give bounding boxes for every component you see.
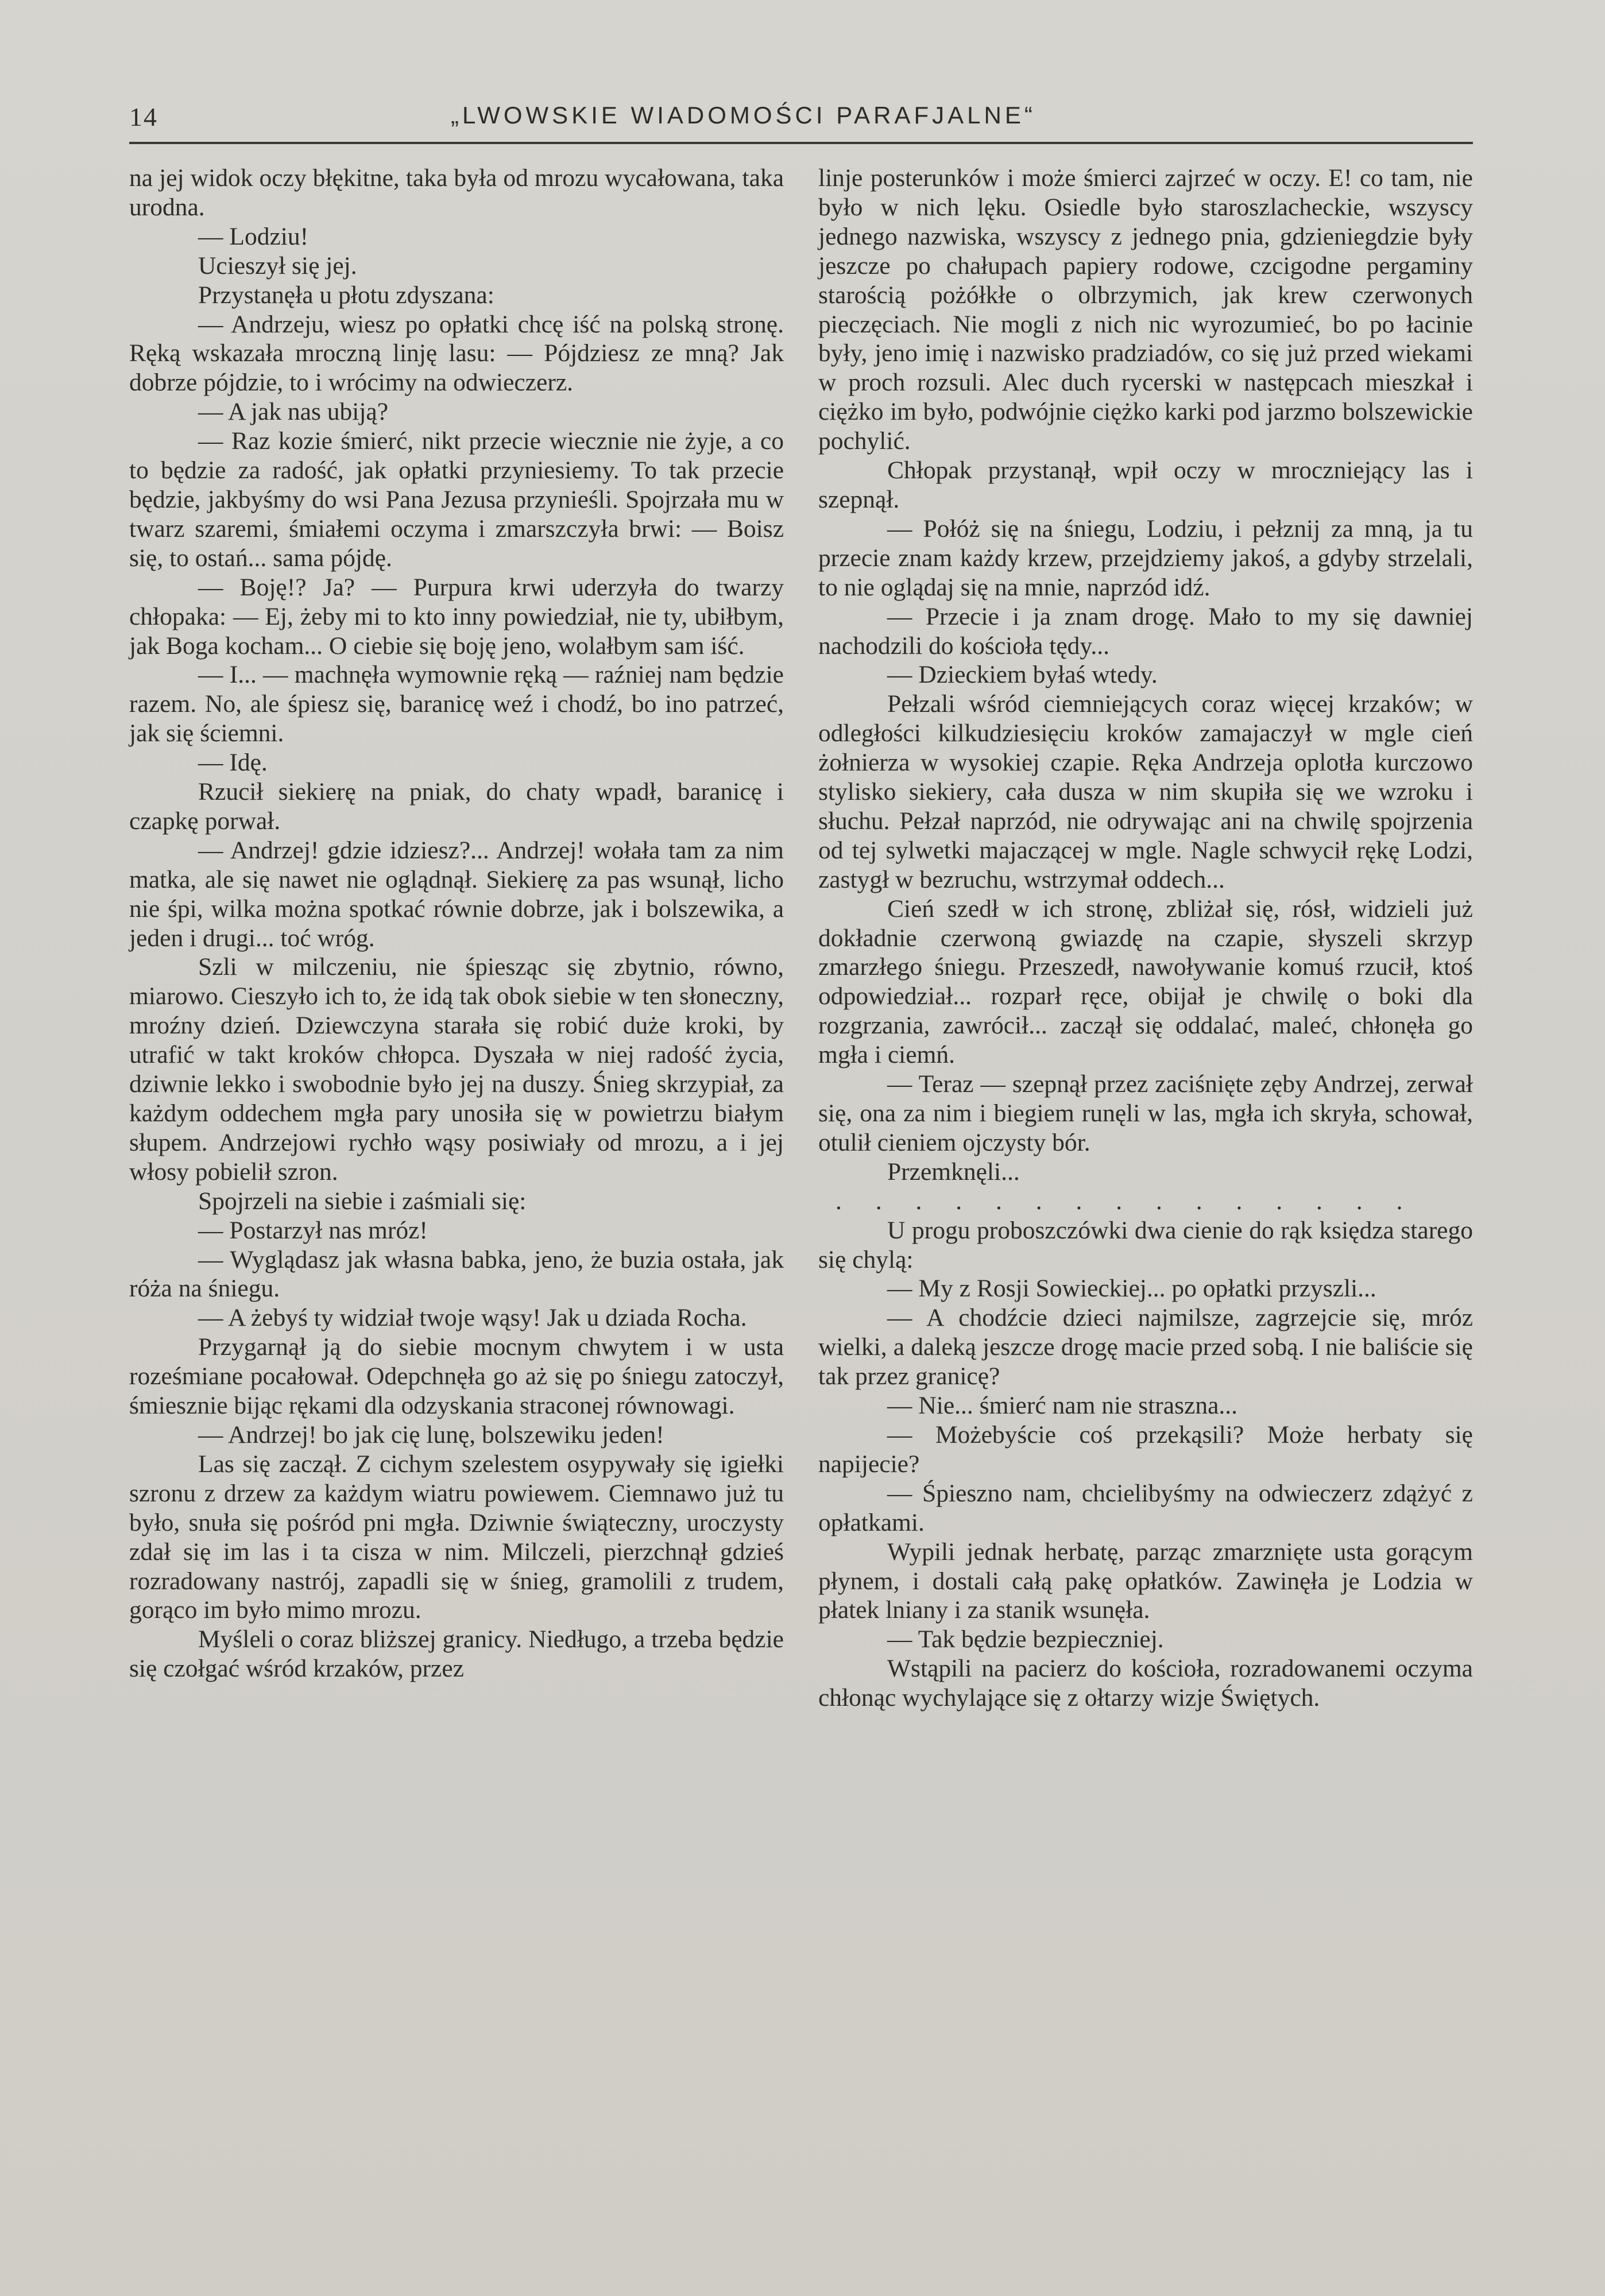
paragraph: — Teraz — szepnął przez zaciśnięte zęby Andrzej, zerwał się, ona za nim i biegiem runęli w las, mgła ich skryła, schował, otulił cieniem ojczysty bór. — [818, 1070, 1473, 1156]
paragraph: — Raz kozie śmierć, nikt przecie wiecznie nie żyje, a co to będzie za radość, jak opłatki przyniesiemy. To tak przecie będzie, jakbyśmy do wsi Pana Jezusa przynieśli. Spojrzała mu w twarz szaremi, śmiałemi oczyma i zmarszczyła brwi: — Boisz się, to ostań... sama pójdę. — [129, 427, 784, 572]
paragraph: — A żebyś ty widział twoje wąsy! Jak u dziada Rocha. — [198, 1304, 747, 1332]
paragraph: Przystanęła u płotu zdyszana: — [198, 281, 494, 309]
paragraph: U progu proboszczówki dwa cienie do rąk księdza starego się chylą: — [818, 1216, 1473, 1273]
paragraph: na jej widok oczy błękitne, taka była od mrozu wycałowana, taka urodna. — [129, 164, 784, 221]
left-column — [129, 164, 784, 1683]
paragraph: Ucieszył się jej. — [198, 251, 357, 280]
page-header — [129, 100, 1473, 144]
paragraph: — Postarzył nas mróz! — [198, 1216, 428, 1244]
paragraph: — Połóż się na śniegu, Lodziu, i pełznij za mną, ja tu przecie znam każdy krzew, przejdziemy jakoś, a gdyby strzelali, to nie oglądaj się na mnie, naprzód idź. — [818, 514, 1473, 601]
paragraph: — Możebyście coś przekąsili? Może herbaty się napijecie? — [818, 1420, 1473, 1478]
paragraph: — Wyglądasz jak własna babka, jeno, że buzia ostała, jak róża na śniegu. — [129, 1245, 784, 1303]
paragraph: — A chodźcie dzieci najmilsze, zagrzejcie się, mróz wielki, a daleką jeszcze drogę macie przed sobą. I nie baliście się tak przez granicę? — [818, 1304, 1473, 1391]
paragraph: Pełzali wśród ciemniejących coraz więcej krzaków; w odległości kilkudziesięciu kroków zamajaczył w mgle cień żołnierza w wysokiej czapie. Ręka Andrzeja oplotła kurczowo stylisko siekiery, cała dusza w nim skupiła się we wzroku i słuchu. Pełzał naprzód, nie odrywając ani na chwilę spojrzenia od tej sylwetki majaczącej w mgle. Nagle schwycił rękę Lodzi, zastygł w bezruchu, wstrzymał oddech... — [818, 690, 1473, 893]
paragraph: — Idę. — [198, 749, 268, 777]
paragraph: — Przecie i ja znam drogę. Mało to my się dawniej nachodzili do kościoła tędy... — [818, 602, 1473, 660]
paragraph: — Boję!? Ja? — Purpura krwi uderzyła do twarzy chłopaka: — Ej, żeby mi to kto inny powiedział, nie ty, ubiłbym, jak Boga kocham... O ciebie się boję jeno, wolałbym sam iść. — [129, 573, 784, 660]
paragraph: Las się zaczął. Z cichym szelestem osypywały się igiełki szronu z drzew za każdym wiatru powiewem. Ciemnawo już tu było, snuła się pośród pni mgła. Dziwnie świąteczny, uroczysty zdał się im las i ta cisza w nim. Milczeli, pierzchnął gdzieś rozradowany nastrój, zapadli się w śnieg, gramolili z trudem, gorąco im było mimo mrozu. — [129, 1450, 784, 1624]
paragraph: Wstąpili na pacierz do kościoła, rozradowanemi oczyma chłonąc wychylające się z ołtarzy wizje Świętych. — [818, 1655, 1473, 1712]
paragraph: Przemknęli... — [887, 1157, 1020, 1186]
section-separator: . . . . . . . . . . . . . . . — [836, 1187, 1417, 1215]
paragraph: Chłopak przystanął, wpił oczy w mroczniejący las i szepnął. — [818, 456, 1473, 513]
paragraph: Przygarnął ją do siebie mocnym chwytem i w usta roześmiane pocałował. Odepchnęła go aż się po śniegu zatoczył, śmiesznie bijąc rękami dla odzyskania straconej równowagi. — [129, 1333, 784, 1420]
right-column — [818, 164, 1473, 1713]
paragraph: — Andrzej! bo jak cię lunę, bolszewiku jeden! — [198, 1420, 664, 1449]
paragraph: — Lodziu! — [198, 222, 309, 250]
page-number: 14 — [129, 102, 158, 131]
paragraph: — I... — machnęła wymownie ręką — raźniej nam będzie razem. No, ale śpiesz się, baranicę weź i chodź, bo ino patrzeć, jak się ściemni. — [129, 661, 784, 748]
journal-title: „LWOWSKIE WIADOMOŚCI PARAFJALNE“ — [451, 102, 1036, 129]
paragraph: — Nie... śmierć nam nie straszna... — [887, 1392, 1238, 1420]
paragraph: — Dzieckiem byłaś wtedy. — [887, 661, 1158, 689]
paragraph: Rzucił siekierę na pniak, do chaty wpadł, baranicę i czapkę porwał. — [129, 778, 784, 835]
paragraph: — Śpieszno nam, chcielibyśmy na odwieczerz zdążyć z opłatkami. — [818, 1479, 1473, 1536]
paragraph: Cień szedł w ich stronę, zbliżał się, rósł, widzieli już dokładnie czerwoną gwiazdę na czapie, słyszeli skrzyp zmarzłego śniegu. Przeszedł, nawoływanie komuś rzucił, ktoś odpowiedział... rozparł ręce, obijał je chwilę o boki dla rozgrzania, zawrócił... zaczął się oddalać, maleć, chłonęła go mgła i ciemń. — [818, 895, 1473, 1069]
paragraph: — A jak nas ubiją? — [198, 398, 389, 426]
paragraph: Wypili jednak herbatę, parząc zmarznięte usta gorącym płynem, i dostali całą pakę opłatków. Zawinęła je Lodzia w płatek lniany i za stanik wsunęła. — [818, 1538, 1473, 1624]
paragraph: linje posterunków i może śmierci zajrzeć w oczy. E! co tam, nie było w nich lęku. Osiedle było staroszlacheckie, wszyscy jednego nazwiska, wszyscy z jednego pnia, gdzieniegdzie były jeszcze po chałupach papiery rodowe, czcigodne pergaminy starością pożółkłe o olbrzymich, jak krew czerwonych pieczęciach. Nie mogli z nich nic wyrozumieć, bo po łacinie były, jeno imię i nazwisko pradziadów, co się już przed wiekami w proch rozsuli. Alec duch rycerski w następcach mieszkał i ciężko im było, podwójnie ciężko karki pod jarzmo bolszewickie pochylić. — [818, 164, 1473, 455]
paragraph: — Tak będzie bezpieczniej. — [887, 1625, 1164, 1654]
paragraph: — My z Rosji Sowieckiej... po opłatki przyszli... — [887, 1275, 1376, 1303]
paragraph: — Andrzej! gdzie idziesz?... Andrzej! wołała tam za nim matka, ale się nawet nie oglądnął. Siekierę za pas wsunął, licho nie śpi, wilka można spotkać równie dobrze, jak i bolszewika, a jeden i drugi... toć wróg. — [129, 836, 784, 952]
paragraph: Myśleli o coraz bliższej granicy. Niedługo, a trzeba będzie się czołgać wśród krzaków, przez — [129, 1625, 784, 1683]
paragraph: Spojrzeli na siebie i zaśmiali się: — [198, 1187, 527, 1215]
paragraph: — Andrzeju, wiesz po opłatki chcę iść na polską stronę. Ręką wskazała mroczną linję lasu: — Pójdziesz ze mną? Jak dobrze pójdzie, to i wrócimy na odwieczerz. — [129, 310, 784, 397]
paragraph: Szli w milczeniu, nie śpiesząc się zbytnio, równo, miarowo. Cieszyło ich to, że idą tak obok siebie w ten słoneczny, mroźny dzień. Dziewczyna starała się robić duże kroki, by utrafić w takt kroków chłopca. Dyszała w niej radość życia, dziwnie lekko i swobodnie było jej na duszy. Śnieg skrzypiał, za każdym oddechem mgła pary unosiła się w powietrzu białym słupem. Andrzejowi rychło wąsy posiwiały od mrozu, a i jej włosy pobielił szron. — [129, 953, 784, 1186]
